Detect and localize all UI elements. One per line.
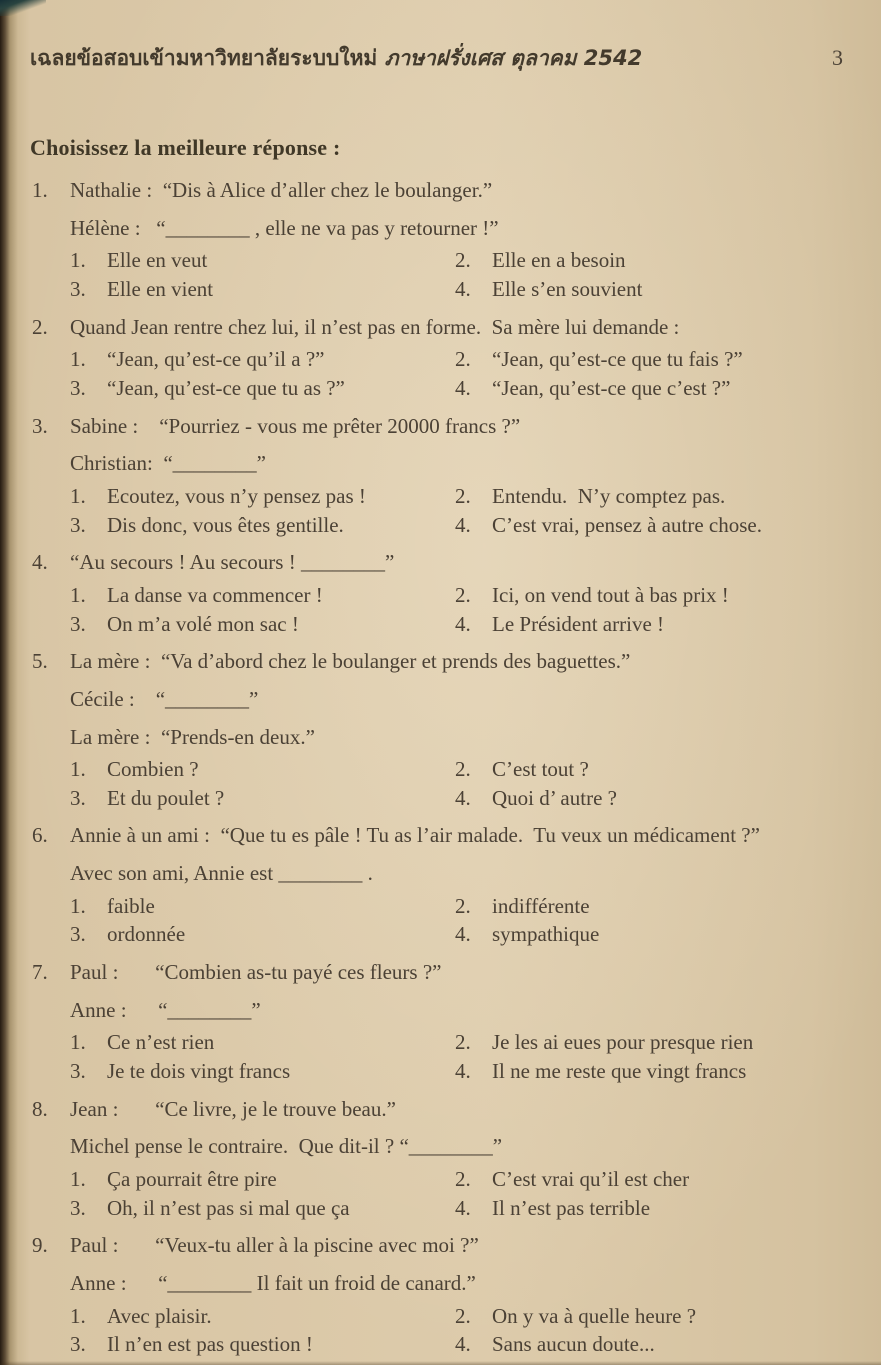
option-text: Il ne me reste que vingt francs — [492, 1059, 747, 1084]
option — [455, 756, 867, 783]
question-text: La mère : “Va d’abord chez le boulanger et prends des baguettes.” — [70, 649, 631, 674]
question-dialog-line: La mère : “Prends-en deux.” — [70, 724, 315, 749]
option-number: 1. — [70, 1167, 86, 1192]
option-number: 2. — [455, 1030, 471, 1055]
question-dialog-line: Christian: “________” — [70, 451, 266, 476]
option-number: 3. — [70, 1059, 86, 1084]
option — [70, 276, 455, 303]
option-text: Le Président arrive ! — [492, 611, 665, 636]
option-number: 2. — [455, 1303, 471, 1328]
options-grid — [70, 756, 867, 811]
option — [455, 1303, 867, 1330]
question-block — [30, 1232, 867, 1358]
option-number: 3. — [70, 1332, 86, 1357]
option-text: indifférente — [492, 893, 590, 918]
option-number: 1. — [70, 483, 86, 508]
question-text: “Au secours ! Au secours ! ________” — [70, 550, 395, 575]
options-grid — [70, 247, 867, 302]
option — [70, 1195, 455, 1222]
option-text: ordonnée — [107, 922, 186, 947]
option — [455, 1166, 867, 1193]
option — [70, 1166, 455, 1193]
option-text: Je les ai eues pour presque rien — [492, 1030, 754, 1055]
option-text: La danse va commencer ! — [107, 582, 323, 607]
question-text: Quand Jean rentre chez lui, il n’est pas en forme. Sa mère lui demande : — [70, 314, 680, 339]
option — [70, 756, 455, 783]
option-number: 4. — [455, 1059, 471, 1084]
page-number: 3 — [832, 45, 843, 70]
option-text: C’est vrai, pensez à autre chose. — [492, 512, 762, 537]
option — [455, 611, 867, 638]
question-number: 1. — [32, 178, 48, 202]
page-header-title-italic: ภาษาฝรั่งเศส ตุลาคม 2542 — [384, 46, 643, 70]
option-text: “Jean, qu’est-ce que c’est ?” — [492, 375, 731, 400]
option-text: Elle en vient — [107, 276, 214, 301]
option-text: Et du poulet ? — [107, 785, 225, 810]
option-number: 3. — [70, 785, 86, 810]
page-header-title-regular: เฉลยข้อสอบเข้ามหาวิทยาลัยระบบใหม่ — [30, 46, 385, 70]
question-dialog-line: Anne : “________ Il fait un froid de canard.” — [70, 1271, 476, 1295]
option-number: 1. — [70, 893, 86, 918]
option-text: Sans aucun doute... — [492, 1332, 655, 1357]
option — [70, 512, 455, 539]
option-number: 2. — [455, 483, 471, 508]
option-text: sympathique — [492, 922, 600, 947]
question-block — [30, 959, 867, 1085]
question-block — [30, 1096, 867, 1222]
option-number: 2. — [455, 757, 471, 782]
question-text: Sabine : “Pourriez - vous me prêter 20000 francs ?” — [70, 413, 521, 438]
question-body — [70, 177, 867, 303]
page-header-title — [30, 42, 642, 75]
option-number: 2. — [455, 893, 471, 918]
question-dialog-line: Michel pense le contraire. Que dit-il ? “________” — [70, 1134, 503, 1159]
option — [455, 1058, 867, 1085]
option-number: 3. — [70, 512, 86, 537]
option-number: 4. — [455, 611, 471, 636]
option-text: Elle en a besoin — [492, 248, 626, 273]
option-text: Combien ? — [107, 757, 199, 782]
option — [70, 785, 455, 812]
option-text: faible — [107, 893, 155, 918]
option — [70, 1331, 455, 1358]
option-number: 3. — [70, 1195, 86, 1220]
options-grid — [70, 346, 867, 401]
option-number: 4. — [455, 785, 471, 810]
option — [70, 483, 455, 510]
option — [455, 582, 867, 609]
option-number: 2. — [455, 248, 471, 273]
question-body — [70, 648, 867, 811]
option-text: “Jean, qu’est-ce qu’il a ?” — [107, 347, 325, 372]
question-number: 4. — [32, 550, 48, 575]
instruction-heading: Choisissez la meilleure réponse : — [30, 135, 341, 160]
question-text: Paul : “Veux-tu aller à la piscine avec moi ?” — [70, 1233, 479, 1258]
option-text: Avec plaisir. — [107, 1303, 212, 1328]
option — [455, 893, 867, 920]
option-number: 2. — [455, 347, 471, 372]
option — [70, 1303, 455, 1330]
question-dialog-line: Avec son ami, Annie est ________ . — [70, 861, 373, 886]
option-number: 1. — [70, 347, 86, 372]
question-block — [30, 314, 867, 402]
option — [455, 247, 867, 274]
question-dialog-line: Anne : “________” — [70, 997, 261, 1022]
option — [455, 483, 867, 510]
option — [70, 247, 455, 274]
option-text: “Jean, qu’est-ce que tu as ?” — [107, 375, 345, 400]
option-text: Ça pourrait être pire — [107, 1167, 277, 1192]
option-text: Elle s’en souvient — [492, 276, 643, 301]
option — [455, 276, 867, 303]
question-text: Annie à un ami : “Que tu es pâle ! Tu as l’air malade. Tu veux un médicament ?” — [70, 823, 760, 848]
question-number: 5. — [32, 649, 48, 674]
option-text: Elle en veut — [107, 248, 208, 273]
option-number: 4. — [455, 1195, 471, 1220]
option-text: Il n’est pas terrible — [492, 1195, 651, 1220]
question-number: 6. — [32, 823, 48, 848]
option — [70, 1058, 455, 1085]
question-number: 3. — [32, 413, 48, 438]
option — [70, 611, 455, 638]
option-text: C’est vrai qu’il est cher — [492, 1167, 690, 1192]
option — [455, 921, 867, 948]
question-block — [30, 413, 867, 539]
option — [455, 346, 867, 373]
option-number: 3. — [70, 611, 86, 636]
page-bottom-shadow — [0, 1361, 881, 1365]
question-body — [70, 314, 867, 402]
option-text: On y va à quelle heure ? — [492, 1303, 697, 1328]
question-body — [70, 1232, 867, 1358]
option — [455, 785, 867, 812]
question-list — [30, 177, 867, 1358]
option — [70, 921, 455, 948]
question-text: Paul : “Combien as-tu payé ces fleurs ?” — [70, 960, 442, 985]
option-text: Ici, on vend tout à bas prix ! — [492, 582, 729, 607]
question-block — [30, 822, 867, 948]
option-text: C’est tout ? — [492, 757, 589, 782]
option-number: 4. — [455, 922, 471, 947]
question-dialog-line: Hélène : “________ , elle ne va pas y retourner !” — [70, 215, 499, 240]
options-grid — [70, 1166, 867, 1221]
option-number: 1. — [70, 248, 86, 273]
option-text: Dis donc, vous êtes gentille. — [107, 512, 344, 537]
option — [70, 893, 455, 920]
question-block — [30, 549, 867, 637]
question-number: 2. — [32, 314, 48, 339]
option-number: 3. — [70, 375, 86, 400]
option-text: Ecoutez, vous n’y pensez pas ! — [107, 483, 366, 508]
question-number: 8. — [32, 1096, 48, 1121]
option — [455, 1195, 867, 1222]
option-number: 2. — [455, 1167, 471, 1192]
options-grid — [70, 893, 867, 948]
option-number: 1. — [70, 582, 86, 607]
option-number: 4. — [455, 375, 471, 400]
options-grid — [70, 1029, 867, 1084]
question-text: Nathalie : “Dis à Alice d’aller chez le boulanger.” — [70, 178, 493, 202]
option-text: Quoi d’ autre ? — [492, 785, 617, 810]
option — [70, 582, 455, 609]
question-block — [30, 177, 867, 303]
option-number: 4. — [455, 512, 471, 537]
option-number: 3. — [70, 276, 86, 301]
question-dialog-line: Cécile : “________” — [70, 686, 259, 711]
question-block — [30, 648, 867, 811]
option-number: 1. — [70, 1303, 86, 1328]
options-grid — [70, 1303, 867, 1358]
question-body — [70, 1096, 867, 1222]
option-text: Entendu. N’y comptez pas. — [492, 483, 726, 508]
option-text: Ce n’est rien — [107, 1030, 215, 1055]
option-number: 1. — [70, 757, 86, 782]
option-number: 2. — [455, 582, 471, 607]
question-number: 7. — [32, 960, 48, 985]
question-body — [70, 822, 867, 948]
option-text: On m’a volé mon sac ! — [107, 611, 299, 636]
option — [70, 1029, 455, 1056]
option — [70, 375, 455, 402]
option — [455, 1331, 867, 1358]
page-header — [0, 0, 881, 75]
question-body — [70, 413, 867, 539]
option-text: “Jean, qu’est-ce que tu fais ?” — [492, 347, 743, 372]
option-text: Oh, il n’est pas si mal que ça — [107, 1195, 350, 1220]
options-grid — [70, 582, 867, 637]
option — [455, 1029, 867, 1056]
question-body — [70, 959, 867, 1085]
options-grid — [70, 483, 867, 538]
question-text: Jean : “Ce livre, je le trouve beau.” — [70, 1096, 396, 1121]
option-text: Je te dois vingt francs — [107, 1059, 291, 1084]
option — [455, 375, 867, 402]
option-text: Il n’en est pas question ! — [107, 1332, 313, 1357]
option-number: 4. — [455, 276, 471, 301]
question-body — [70, 549, 867, 637]
option-number: 4. — [455, 1332, 471, 1357]
option-number: 1. — [70, 1030, 86, 1055]
question-number: 9. — [32, 1233, 48, 1258]
option — [70, 346, 455, 373]
option-number: 3. — [70, 922, 86, 947]
option — [455, 512, 867, 539]
